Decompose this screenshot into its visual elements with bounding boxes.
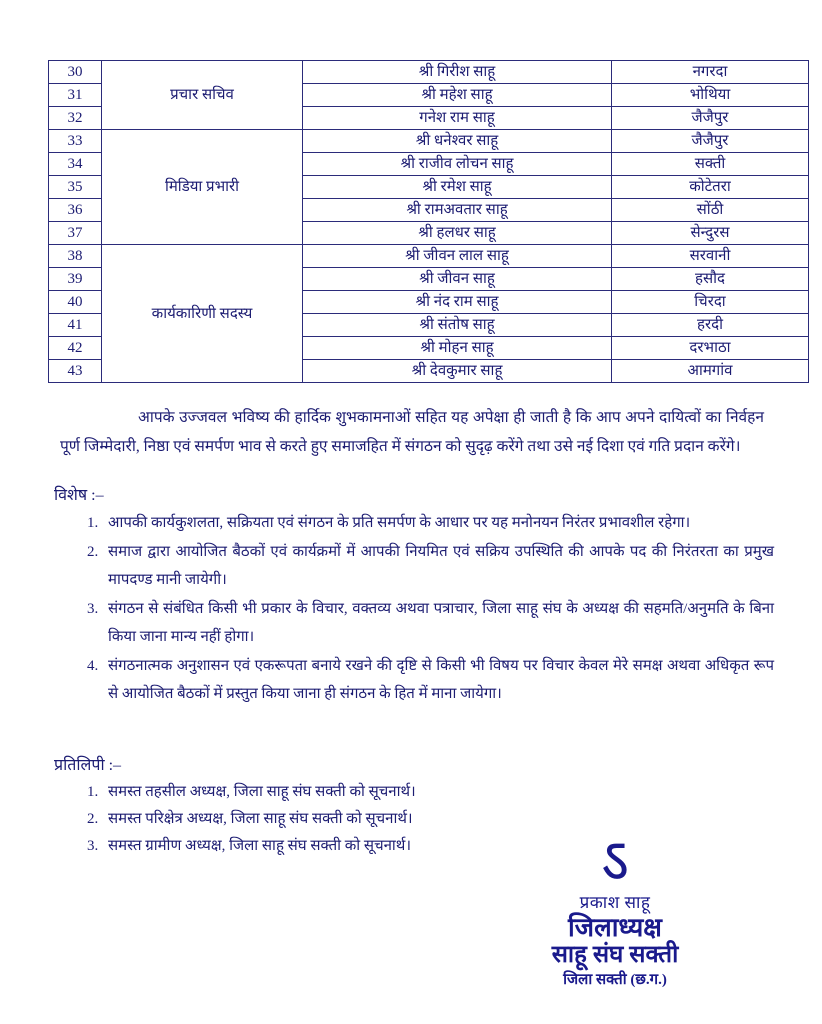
row-name: श्री जीवन साहू xyxy=(303,268,612,291)
row-place: सोंठी xyxy=(612,199,809,222)
row-name: गनेश राम साहू xyxy=(303,107,612,130)
row-serial: 36 xyxy=(49,199,102,222)
row-role: मिडिया प्रभारी xyxy=(102,130,303,245)
closing-paragraph xyxy=(60,403,764,461)
row-place: दरभाठा xyxy=(612,337,809,360)
row-place: सक्ती xyxy=(612,153,809,176)
table-row xyxy=(49,61,809,84)
row-place: हरदी xyxy=(612,314,809,337)
row-name: श्री गिरीश साहू xyxy=(303,61,612,84)
special-section-heading: विशेष :– xyxy=(54,487,104,504)
row-serial: 41 xyxy=(49,314,102,337)
row-place: जैजैपुर xyxy=(612,107,809,130)
list-item: 3. संगठन से संबंधित किसी भी प्रकार के विचार, वक्तव्य अथवा पत्राचार, जिला साहू संघ के अध्यक्ष की सहमति/अनुमति के बिना किया जाना मान्य नहीं होगा। xyxy=(102,595,774,651)
row-serial: 43 xyxy=(49,360,102,383)
row-name: श्री नंद राम साहू xyxy=(303,291,612,314)
row-serial: 38 xyxy=(49,245,102,268)
signature-block xyxy=(500,826,730,990)
row-name: श्री हलधर साहू xyxy=(303,222,612,245)
row-name: श्री मोहन साहू xyxy=(303,337,612,360)
row-serial: 37 xyxy=(49,222,102,245)
table-row xyxy=(49,245,809,268)
row-serial: 32 xyxy=(49,107,102,130)
special-list xyxy=(48,509,774,708)
row-serial: 39 xyxy=(49,268,102,291)
list-item: 1. आपकी कार्यकुशलता, सक्रियता एवं संगठन के प्रति समर्पण के आधार पर यह मनोनयन निरंतर प्रभावशील रहेगा। xyxy=(102,509,774,537)
members-table xyxy=(48,60,809,383)
row-serial: 33 xyxy=(49,130,102,153)
list-item: 3. समस्त ग्रामीण अध्यक्ष, जिला साहू संघ सक्ती को सूचनार्थ। xyxy=(102,833,774,859)
row-serial: 40 xyxy=(49,291,102,314)
table-row xyxy=(49,130,809,153)
members-table-body xyxy=(49,61,809,383)
row-name: श्री जीवन लाल साहू xyxy=(303,245,612,268)
signatory-title-primary: जिलाध्यक्ष xyxy=(568,913,662,942)
row-name: श्री रमेश साहू xyxy=(303,176,612,199)
row-serial: 35 xyxy=(49,176,102,199)
section-spacer xyxy=(48,709,774,731)
row-place: हसौद xyxy=(612,268,809,291)
list-item: 4. संगठनात्मक अनुशासन एवं एकरूपता बनाये रखने की दृष्टि से किसी भी विषय पर विचार केवल मेरे समक्ष अथवा अधिकृत रूप से आयोजित बैठकों में प्रस्तुत किया जाना ही संगठन के हित में माना जायेगा। xyxy=(102,652,774,708)
signature-mark-icon: ऽ xyxy=(600,826,630,896)
list-item: 1. समस्त तहसील अध्यक्ष, जिला साहू संघ सक्ती को सूचनार्थ। xyxy=(102,779,774,805)
row-name: श्री धनेश्वर साहू xyxy=(303,130,612,153)
row-serial: 42 xyxy=(49,337,102,360)
row-serial: 30 xyxy=(49,61,102,84)
row-serial: 31 xyxy=(49,84,102,107)
row-place: चिरदा xyxy=(612,291,809,314)
row-name: श्री देवकुमार साहू xyxy=(303,360,612,383)
row-place: जैजैपुर xyxy=(612,130,809,153)
row-place: नगरदा xyxy=(612,61,809,84)
row-place: भोथिया xyxy=(612,84,809,107)
row-name: श्री रामअवतार साहू xyxy=(303,199,612,222)
row-role: कार्यकारिणी सदस्य xyxy=(102,245,303,383)
signatory-organization: साहू संघ सक्ती xyxy=(551,942,679,968)
signatory-name: प्रकाश साहू xyxy=(579,893,651,912)
row-serial: 34 xyxy=(49,153,102,176)
row-place: कोटेतरा xyxy=(612,176,809,199)
row-name: श्री संतोष साहू xyxy=(303,314,612,337)
list-item: 2. समस्त परिक्षेत्र अध्यक्ष, जिला साहू संघ सक्ती को सूचनार्थ। xyxy=(102,806,774,832)
row-name: श्री महेश साहू xyxy=(303,84,612,107)
row-role: प्रचार सचिव xyxy=(102,61,303,130)
row-place: सरवानी xyxy=(612,245,809,268)
row-name: श्री राजीव लोचन साहू xyxy=(303,153,612,176)
paragraph-text: आपके उज्जवल भविष्य की हार्दिक शुभकामनाओं सहित यह अपेक्षा ही जाती है कि आप अपने दायित्वों का निर्वहन पूर्ण जिम्मेदारी, निष्ठा एवं समर्पण भाव से करते हुए समाजहित में संगठन को सुदृढ़ करेंगे तथा उसे नई दिशा एवं गति प्रदान करेंगे। xyxy=(60,409,764,455)
row-place: सेन्दुरस xyxy=(612,222,809,245)
signatory-district: जिला सक्ती (छ.ग.) xyxy=(563,972,667,988)
copy-section-heading: प्रतिलिपी :– xyxy=(54,757,122,774)
row-place: आमगांव xyxy=(612,360,809,383)
list-item: 2. समाज द्वारा आयोजित बैठकों एवं कार्य‌क्रमों में आपकी नियमित एवं सक्रिय उपस्थिति की आपके पद की निरंतरता का प्रमुख मापदण्ड मानी जायेगी। xyxy=(102,538,774,594)
